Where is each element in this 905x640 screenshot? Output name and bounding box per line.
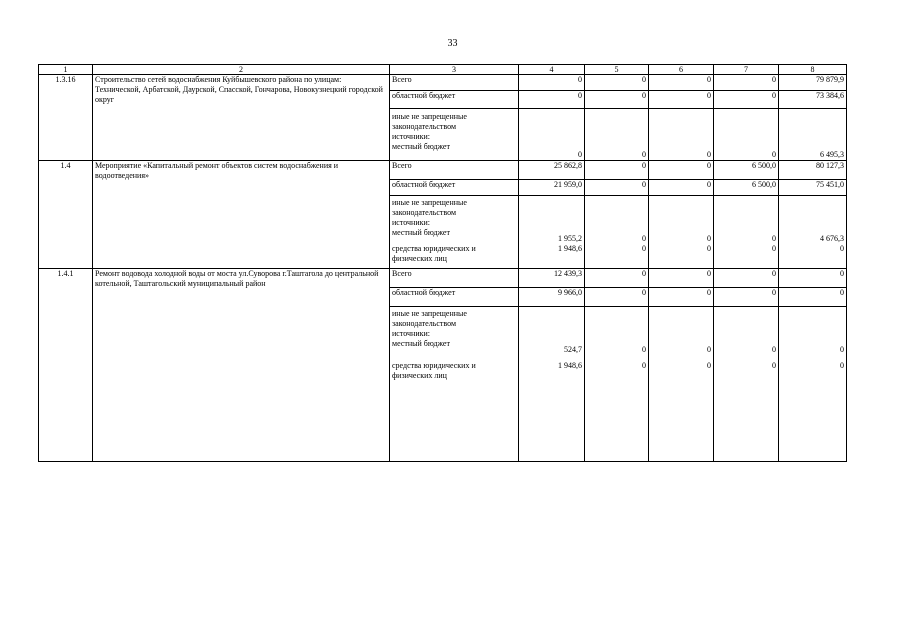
value-cell: 0	[714, 307, 779, 358]
column-header: 5	[585, 65, 649, 75]
value-cell: 25 862,8	[519, 161, 585, 180]
source-label: иные не запрещенные законодательством источники:	[392, 198, 467, 227]
section-name: Мероприятие «Капитальный ремонт объектов систем водоснабжения и водоотведения»	[93, 161, 390, 269]
value-cell: 6 495,3	[779, 109, 847, 161]
value-cell: 73 384,6	[779, 91, 847, 109]
value-cell: 0	[779, 288, 847, 307]
page-number: 33	[447, 38, 458, 49]
value-cell: 0	[585, 180, 649, 196]
source-label: областной бюджет	[390, 180, 519, 196]
value-cell: 0	[714, 91, 779, 109]
source-cell	[390, 109, 519, 161]
table-row	[39, 269, 847, 288]
value-cell: 0	[585, 358, 649, 462]
table-row	[39, 161, 847, 180]
value-cell: 0	[519, 91, 585, 109]
section-name: Строительство сетей водоснабжения Куйбышевского района по улицам: Технической, Арбатской, Даурской, Спасской, Гончарова, Новокузнецкий городской округ	[93, 75, 390, 161]
source-label: средства юридических и физических лиц	[390, 244, 519, 269]
column-header: 7	[714, 65, 779, 75]
section-code: 1.4.1	[39, 269, 93, 462]
value-cell: 0	[714, 196, 779, 244]
value-cell: 79 879,9	[779, 75, 847, 91]
value-cell: 6 500,0	[714, 180, 779, 196]
value-cell: 0	[779, 244, 847, 269]
value-cell: 0	[585, 307, 649, 358]
value-cell: 0	[649, 196, 714, 244]
value-cell: 1 955,2	[519, 196, 585, 244]
value-cell: 75 451,0	[779, 180, 847, 196]
column-header: 6	[649, 65, 714, 75]
value-cell: 0	[714, 109, 779, 161]
column-header: 2	[93, 65, 390, 75]
value-cell: 12 439,3	[519, 269, 585, 288]
value-cell: 0	[649, 75, 714, 91]
source-label: областной бюджет	[390, 91, 519, 109]
value-cell: 0	[585, 91, 649, 109]
value-cell: 4 676,3	[779, 196, 847, 244]
value-cell: 21 959,0	[519, 180, 585, 196]
column-header: 3	[390, 65, 519, 75]
header-row	[39, 65, 847, 75]
budget-table	[38, 64, 847, 462]
source-label: областной бюджет	[390, 288, 519, 307]
section-name: Ремонт водовода холодной воды от моста ул.Суворова г.Таштагола до центральной котельной, Таштагольский муниципальный район	[93, 269, 390, 462]
source-label: местный бюджет	[392, 228, 450, 237]
value-cell: 0	[585, 196, 649, 244]
source-label: средства юридических и физических лиц	[390, 358, 519, 462]
value-cell: 1 948,6	[519, 244, 585, 269]
column-header: 1	[39, 65, 93, 75]
section-code: 1.3.16	[39, 75, 93, 161]
value-cell: 0	[585, 161, 649, 180]
value-cell: 0	[649, 358, 714, 462]
value-cell: 0	[714, 288, 779, 307]
value-cell: 0	[585, 244, 649, 269]
source-label: иные не запрещенные законодательством источники:	[392, 112, 467, 141]
source-label: Всего	[390, 75, 519, 91]
value-cell: 0	[649, 91, 714, 109]
value-cell: 80 127,3	[779, 161, 847, 180]
column-header: 4	[519, 65, 585, 75]
source-label: иные не запрещенные законодательством источники:	[392, 309, 467, 338]
value-cell: 0	[779, 307, 847, 358]
value-cell: 0	[779, 269, 847, 288]
column-header: 8	[779, 65, 847, 75]
value-cell: 6 500,0	[714, 161, 779, 180]
value-cell: 0	[779, 358, 847, 462]
value-cell: 0	[519, 109, 585, 161]
source-label: местный бюджет	[392, 142, 450, 151]
value-cell: 0	[585, 288, 649, 307]
value-cell: 0	[714, 75, 779, 91]
value-cell: 0	[649, 307, 714, 358]
source-label: Всего	[390, 161, 519, 180]
source-label: Всего	[390, 269, 519, 288]
value-cell: 0	[714, 358, 779, 462]
value-cell: 0	[714, 269, 779, 288]
source-cell	[390, 307, 519, 358]
value-cell: 0	[649, 180, 714, 196]
value-cell: 524,7	[519, 307, 585, 358]
source-cell	[390, 196, 519, 244]
value-cell: 0	[649, 244, 714, 269]
value-cell: 0	[585, 75, 649, 91]
value-cell: 0	[649, 269, 714, 288]
value-cell: 0	[649, 161, 714, 180]
value-cell: 0	[585, 109, 649, 161]
value-cell: 0	[649, 109, 714, 161]
value-cell: 9 966,0	[519, 288, 585, 307]
source-label: местный бюджет	[392, 339, 450, 348]
section-code: 1.4	[39, 161, 93, 269]
value-cell: 0	[519, 75, 585, 91]
table-row	[39, 75, 847, 91]
value-cell: 0	[714, 244, 779, 269]
value-cell: 0	[585, 269, 649, 288]
value-cell: 0	[649, 288, 714, 307]
value-cell: 1 948,6	[519, 358, 585, 462]
